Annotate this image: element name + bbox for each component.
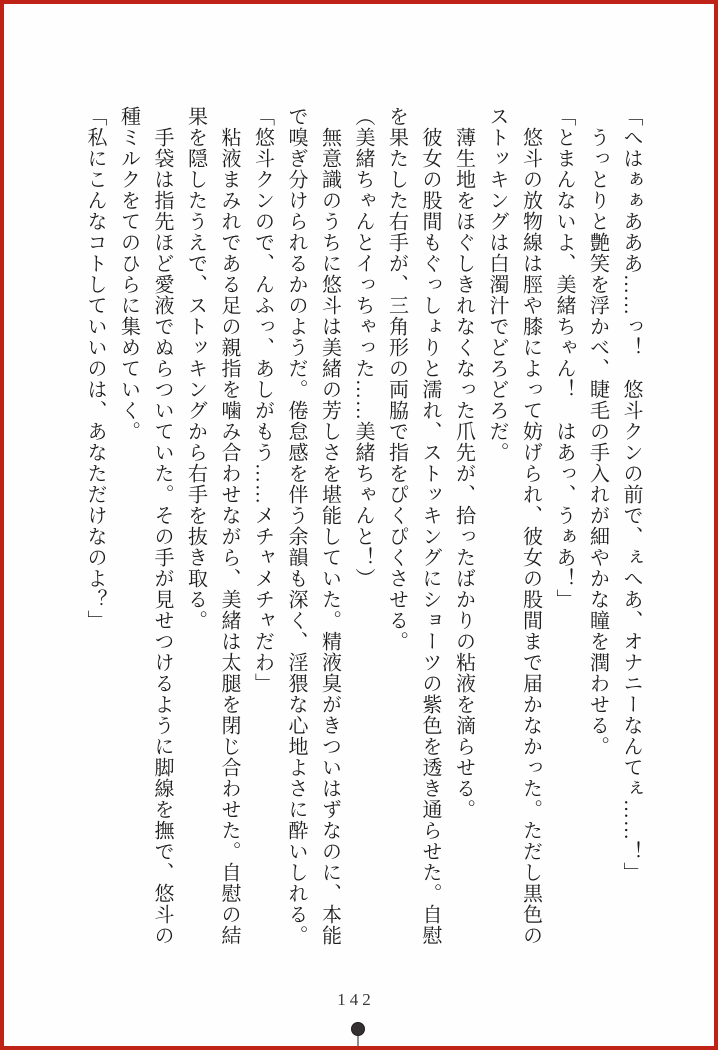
text-line: 彼女の股間もぐっしょりと濡れ、ストッキングにショーツの紫色を透き通らせた。自慰	[419, 127, 441, 946]
text-line: 果を隠したうえで、ストッキングから右手を抜き取る。	[184, 106, 207, 631]
text-line: 「とまんないよ、美緒ちゃん！ はあっ、うぁあ！」	[553, 106, 575, 610]
text-line: 「悠斗クンので、んふっ、あしがもう……メチャメチャだわ」	[251, 106, 274, 694]
text-line: 無意識のうちに悠斗は美緒の芳しさを堪能していた。精液臭がきついはずなのに、本能	[318, 127, 341, 946]
page-footer	[0, 990, 718, 1010]
vertical-text-block	[85, 106, 641, 952]
pin-dot-icon	[351, 1022, 365, 1036]
text-line: （美緒ちゃんとイっちゃった……美緒ちゃんと！）	[352, 106, 374, 589]
text-line: 悠斗の放物線は脛や膝によって妨げられ、彼女の股間まで届かなかった。ただし黒色の	[519, 127, 542, 946]
page-number: 142	[337, 990, 375, 1009]
text-line: 薄生地をほぐしきれなくなった爪先が、拾ったばかりの粘液を滴らせる。	[452, 127, 475, 820]
text-line: 手袋は指先ほど愛液でぬらついていた。その手が見せつけるように脚線を撫で、悠斗の	[151, 127, 173, 946]
text-line: 種ミルクをてのひらに集めていく。	[117, 106, 140, 442]
text-line: ストッキングは白濁汁でどろどろだ。	[486, 106, 508, 463]
text-line: 粘液まみれである足の親指を噛み合わせながら、美緒は太腿を閉じ合わせた。自慰の結	[218, 127, 240, 946]
text-line: 「へはぁぁあああ……っ！ 悠斗クンの前で、ぇへあ、オナニーなんてぇ……！」	[620, 106, 642, 883]
text-line: を果たした右手が、三角形の両脇で指をぴくぴくさせる。	[385, 106, 408, 652]
text-line: 「私にこんなコトしていいのは、あなただけなのよ？」	[84, 106, 106, 631]
text-line: うっとりと艶笑を浮かべ、睫毛の手入れが細やかな瞳を潤わせる。	[586, 127, 609, 757]
text-line: で嗅ぎ分けられるかのようだ。倦怠感を伴う余韻も深く、淫猥な心地よさに酔いしれる。	[285, 106, 307, 946]
